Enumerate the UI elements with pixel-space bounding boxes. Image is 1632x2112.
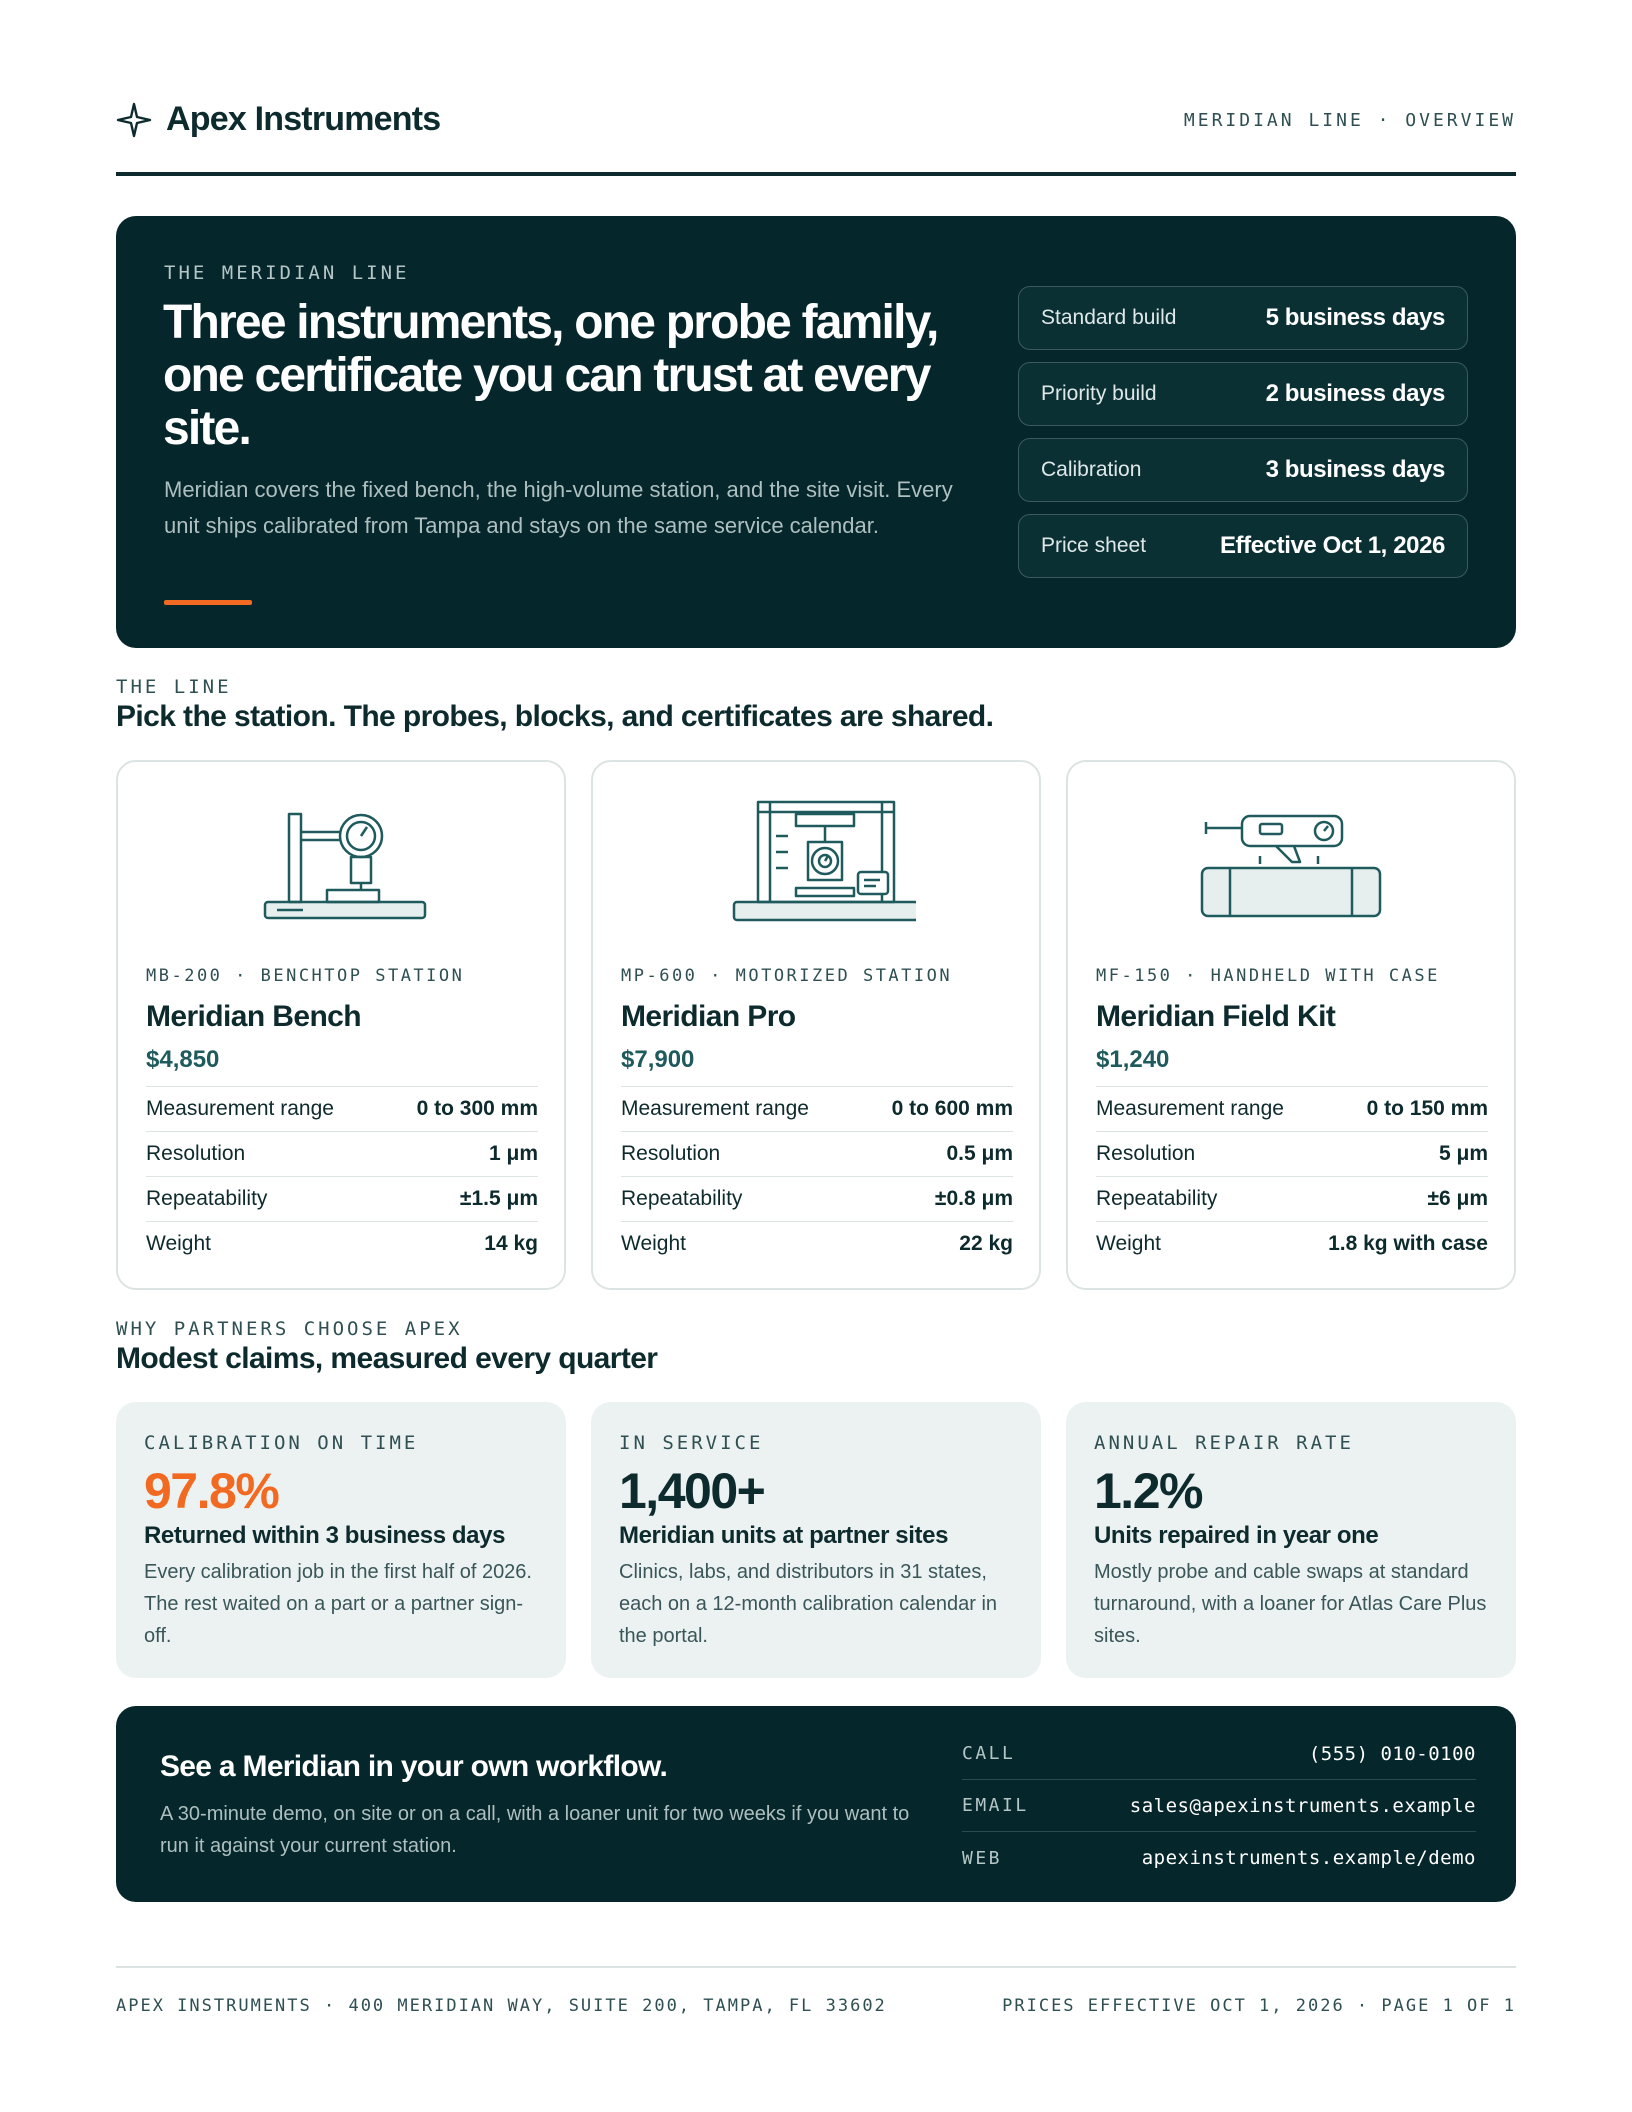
spec-value: 14 kg — [484, 1232, 538, 1255]
spec-value: ±0.8 μm — [934, 1187, 1013, 1210]
spec-label: Measurement range — [1096, 1097, 1284, 1120]
fact-standard-build — [1018, 286, 1468, 350]
product-name: Meridian Field Kit — [1096, 1000, 1336, 1033]
spec-row — [1096, 1086, 1488, 1131]
line-title: Pick the station. The probes, blocks, and certificates are shared. — [116, 700, 994, 733]
stat-label: ANNUAL REPAIR RATE — [1094, 1432, 1354, 1454]
stat-subtitle: Units repaired in year one — [1094, 1522, 1379, 1549]
page-header — [116, 96, 1516, 176]
hero-panel — [116, 216, 1516, 648]
spec-table — [621, 1086, 1013, 1266]
product-price: $7,900 — [621, 1046, 695, 1073]
spec-row — [146, 1086, 538, 1131]
email-link[interactable]: sales@apexinstruments.example — [1129, 1794, 1476, 1817]
stat-description: Mostly probe and cable swaps at standard turnaround, with a loaner for Atlas Care Plus sites. — [1094, 1561, 1487, 1647]
why-title: Modest claims, measured every quarter — [116, 1342, 658, 1375]
fact-value: 2 business days — [1265, 380, 1445, 407]
hero-description: Meridian covers the fixed bench, the high-volume station, and the site visit. Every unit ships calibrated from Tampa and stays on the same service calendar. — [164, 477, 953, 538]
spec-label: Resolution — [621, 1142, 721, 1165]
spec-row — [1096, 1176, 1488, 1221]
fact-label: Calibration — [1041, 458, 1142, 481]
spec-row — [146, 1176, 538, 1221]
spec-table — [146, 1086, 538, 1266]
fact-value: 5 business days — [1265, 304, 1445, 331]
product-card-pro[interactable] — [591, 760, 1041, 1290]
cta-description: A 30-minute demo, on site or on a call, with a loaner unit for two weeks if you want to run it against your current station. — [160, 1803, 910, 1857]
spec-row — [621, 1176, 1013, 1221]
stat-description: Clinics, labs, and distributors in 31 states, each on a 12-month calibration calendar in the portal. — [619, 1561, 998, 1647]
fact-price-sheet — [1018, 514, 1468, 578]
spec-value: 0 to 600 mm — [891, 1097, 1013, 1120]
spec-label: Measurement range — [146, 1097, 334, 1120]
header-context: MERIDIAN LINE · OVERVIEW — [1183, 110, 1516, 131]
product-price: $4,850 — [146, 1046, 220, 1073]
page-footer — [116, 1966, 1516, 2026]
product-cards — [116, 760, 1516, 1290]
spec-row — [621, 1221, 1013, 1266]
product-card-bench[interactable] — [116, 760, 566, 1290]
fact-label: Priority build — [1041, 382, 1157, 405]
spec-value: 0 to 150 mm — [1366, 1097, 1488, 1120]
demo-cta-panel — [116, 1706, 1516, 1902]
stat-annual-repair-rate — [1066, 1402, 1516, 1678]
stat-calibration-on-time — [116, 1402, 566, 1678]
hero-eyebrow: THE MERIDIAN LINE — [164, 262, 410, 284]
footer-meta: PRICES EFFECTIVE OCT 1, 2026 · PAGE 1 OF 1 — [1002, 1996, 1516, 2016]
spec-value: ±1.5 μm — [459, 1187, 538, 1210]
spec-value: 1.8 kg with case — [1328, 1232, 1488, 1255]
contact-call[interactable] — [962, 1728, 1476, 1780]
spec-row — [146, 1221, 538, 1266]
stat-label: IN SERVICE — [619, 1432, 764, 1454]
handheld-kit-icon — [1196, 792, 1386, 922]
fact-label: Price sheet — [1041, 534, 1147, 557]
benchtop-station-icon — [251, 792, 431, 922]
product-name: Meridian Pro — [621, 1000, 796, 1033]
spec-label: Weight — [146, 1232, 211, 1255]
spec-label: Repeatability — [621, 1187, 743, 1210]
stat-in-service — [591, 1402, 1041, 1678]
spec-label: Repeatability — [146, 1187, 268, 1210]
spec-value: 22 kg — [959, 1232, 1013, 1255]
stat-value: 1,400+ — [619, 1463, 765, 1519]
product-card-field-kit[interactable] — [1066, 760, 1516, 1290]
stat-value: 97.8% — [144, 1463, 279, 1519]
spec-label: Resolution — [146, 1142, 246, 1165]
why-eyebrow: WHY PARTNERS CHOOSE APEX — [116, 1318, 463, 1340]
product-code: MP-600 · MOTORIZED STATION — [621, 966, 953, 986]
line-eyebrow: THE LINE — [116, 676, 232, 698]
hero-accent-bar — [164, 600, 252, 605]
motorized-station-icon — [716, 792, 916, 922]
spec-value: 0 to 300 mm — [416, 1097, 538, 1120]
stat-label: CALIBRATION ON TIME — [144, 1432, 419, 1454]
contact-label: CALL — [962, 1743, 1016, 1764]
spec-value: 1 μm — [488, 1142, 538, 1165]
stat-description: Every calibration job in the first half of 2026. The rest waited on a part or a partner sign-off. — [144, 1561, 532, 1647]
fact-value: 3 business days — [1265, 456, 1445, 483]
contact-web[interactable] — [962, 1832, 1476, 1884]
spec-value: 5 μm — [1438, 1142, 1488, 1165]
contact-email[interactable] — [962, 1780, 1476, 1832]
spec-label: Weight — [621, 1232, 686, 1255]
product-price: $1,240 — [1096, 1046, 1170, 1073]
product-name: Meridian Bench — [146, 1000, 361, 1033]
sparkle-star-icon — [116, 102, 152, 138]
spec-label: Measurement range — [621, 1097, 809, 1120]
stat-subtitle: Returned within 3 business days — [144, 1522, 506, 1549]
phone-link[interactable]: (555) 010-0100 — [1308, 1742, 1476, 1765]
stats-row — [116, 1402, 1516, 1678]
contact-label: WEB — [962, 1847, 1003, 1869]
spec-value: ±6 μm — [1427, 1187, 1488, 1210]
turnaround-facts — [1018, 286, 1468, 590]
product-code: MB-200 · BENCHTOP STATION — [146, 966, 465, 986]
footer-address: APEX INSTRUMENTS · 400 MERIDIAN WAY, SUITE 200, TAMPA, FL 33602 — [116, 1996, 887, 2016]
fact-value: Effective Oct 1, 2026 — [1219, 532, 1445, 559]
brand-logo[interactable] — [116, 100, 440, 139]
contact-list — [962, 1728, 1476, 1884]
spec-label: Weight — [1096, 1232, 1161, 1255]
web-link[interactable]: apexinstruments.example/demo — [1141, 1847, 1476, 1869]
fact-priority-build — [1018, 362, 1468, 426]
spec-label: Resolution — [1096, 1142, 1196, 1165]
spec-value: 0.5 μm — [946, 1142, 1013, 1165]
spec-row — [146, 1131, 538, 1176]
spec-row — [621, 1131, 1013, 1176]
spec-table — [1096, 1086, 1488, 1266]
stat-subtitle: Meridian units at partner sites — [619, 1522, 949, 1549]
stat-value: 1.2% — [1094, 1463, 1202, 1519]
spec-label: Repeatability — [1096, 1187, 1218, 1210]
spec-row — [1096, 1131, 1488, 1176]
hero-title: Three instruments, one probe family, one certificate you can trust at every site. — [163, 296, 938, 455]
contact-label: EMAIL — [962, 1795, 1029, 1816]
fact-calibration — [1018, 438, 1468, 502]
product-code: MF-150 · HANDHELD WITH CASE — [1096, 966, 1440, 986]
fact-label: Standard build — [1041, 306, 1177, 329]
brand-name: Apex Instruments — [166, 100, 441, 138]
spec-row — [1096, 1221, 1488, 1266]
spec-row — [621, 1086, 1013, 1131]
cta-title: See a Meridian in your own workflow. — [160, 1750, 668, 1783]
